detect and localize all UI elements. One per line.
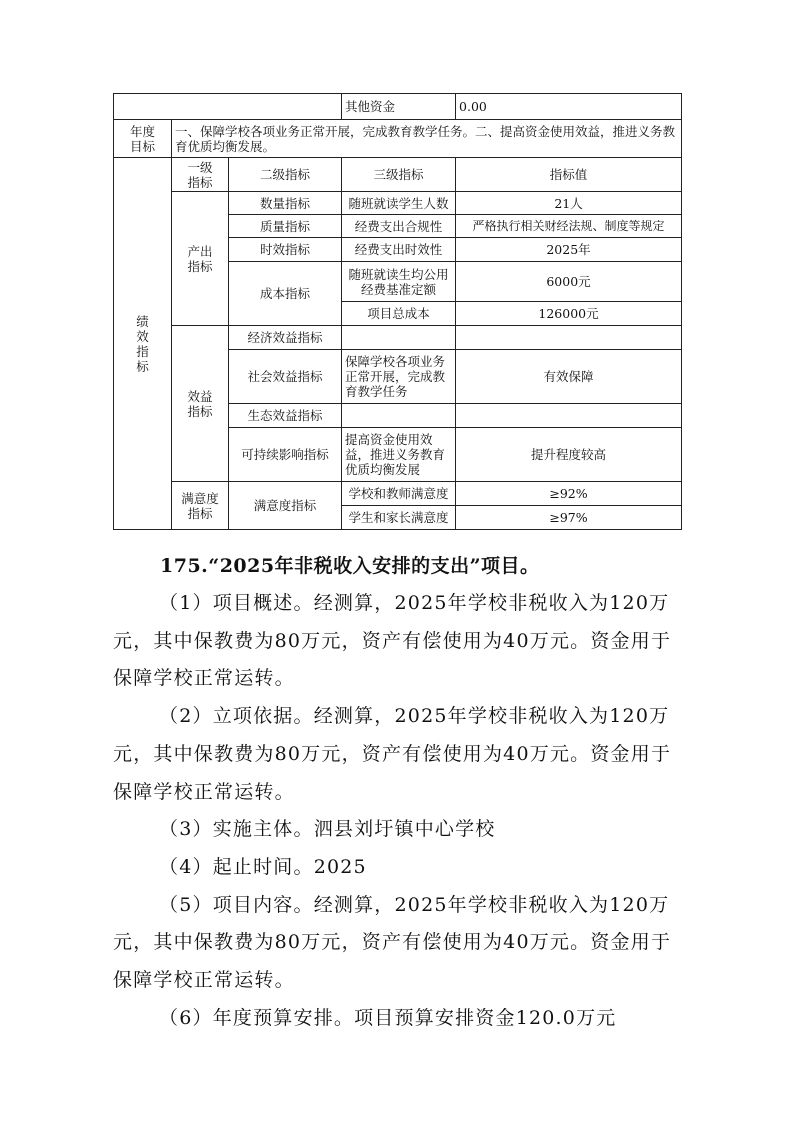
paragraph-overview: （1）项目概述。经测算，2025年学校非税收入为120万元，其中保教费为80万元，资产有偿使用为40万元。资金用于保障学校正常运转。 [113,592,672,690]
table-row [114,326,682,350]
value-quality: 严格执行相关财经法规、制度等规定 [456,215,682,238]
paragraph-period: （4）起止时间。2025 [159,855,367,878]
paragraph-implementer: （3）实施主体。泗县刘圩镇中心学校 [159,818,496,841]
table-header-row [114,158,682,192]
value-quantity: 21人 [456,192,682,215]
l2-quality: 质量指标 [229,215,342,238]
l3-ecological [342,404,456,428]
value-cost-standard: 6000元 [456,262,682,302]
value-economic [456,326,682,350]
l2-sustainable: 可持续影响指标 [229,428,342,482]
l3-social: 保障学校各项业务正常开展，完成教育教学任务 [342,350,456,404]
output-indicator-label: 产出指标 [172,192,229,326]
value-teacher-satisfaction: ≥92% [456,482,682,506]
table-row [114,482,682,506]
value-sustainable: 提升程度较高 [456,428,682,482]
col-header-level1: 一级指标 [172,158,229,192]
l3-quality: 经费支出合规性 [342,215,456,238]
col-header-value: 指标值 [456,158,682,192]
l3-sustainable: 提高资金使用效益，推进义务教育优质均衡发展 [342,428,456,482]
l2-timeliness: 时效指标 [229,238,342,262]
other-funds-label: 其他资金 [342,94,456,120]
value-student-satisfaction: ≥97% [456,506,682,530]
l3-total-cost: 项目总成本 [342,302,456,326]
satisfaction-indicator-label: 满意度指标 [172,482,229,530]
paragraph-basis: （2）立项依据。经测算，2025年学校非税收入为120万元，其中保教费为80万元，资产有偿使用为40万元。资金用于保障学校正常运转。 [113,705,672,803]
l3-quantity: 随班就读学生人数 [342,192,456,215]
l2-quantity: 数量指标 [229,192,342,215]
paragraph-content: （5）项目内容。经测算，2025年学校非税收入为120万元，其中保教费为80万元，资产有偿使用为40万元。资金用于保障学校正常运转。 [113,893,672,992]
table-row [114,192,682,215]
col-header-level2: 二级指标 [229,158,342,192]
l2-economic: 经济效益指标 [229,326,342,350]
l3-student-satisfaction: 学生和家长满意度 [342,506,456,530]
l3-timeliness: 经费支出时效性 [342,238,456,262]
section-heading: 175.“2025年非税收入安排的支出”项目。 [160,555,540,577]
annual-goal-label: 年度目标 [114,120,172,158]
performance-table [113,93,682,530]
l3-cost-standard: 随班就读生均公用经费基准定额 [342,262,456,302]
value-social: 有效保障 [456,350,682,404]
benefit-indicator-label: 效益指标 [172,326,229,482]
l2-satisfaction: 满意度指标 [229,482,342,530]
section-body [113,585,673,1037]
perf-indicator-label: 绩效指标 [114,158,172,530]
other-funds-value: 0.00 [456,94,682,120]
annual-goal-text: 一、保障学校各项业务正常开展，完成教育教学任务。二、提高资金使用效益，推进义务教育优质均衡发展。 [172,120,682,158]
table-row [114,120,682,158]
l2-social: 社会效益指标 [229,350,342,404]
l2-ecological: 生态效益指标 [229,404,342,428]
value-ecological [456,404,682,428]
table-cell [114,94,342,120]
l3-teacher-satisfaction: 学校和教师满意度 [342,482,456,506]
l3-economic [342,326,456,350]
col-header-level3: 三级指标 [342,158,456,192]
value-total-cost: 126000元 [456,302,682,326]
value-timeliness: 2025年 [456,238,682,262]
l2-cost: 成本指标 [229,262,342,326]
table-row [114,94,682,120]
paragraph-budget: （6）年度预算安排。项目预算安排资金120.0万元 [159,1006,617,1029]
